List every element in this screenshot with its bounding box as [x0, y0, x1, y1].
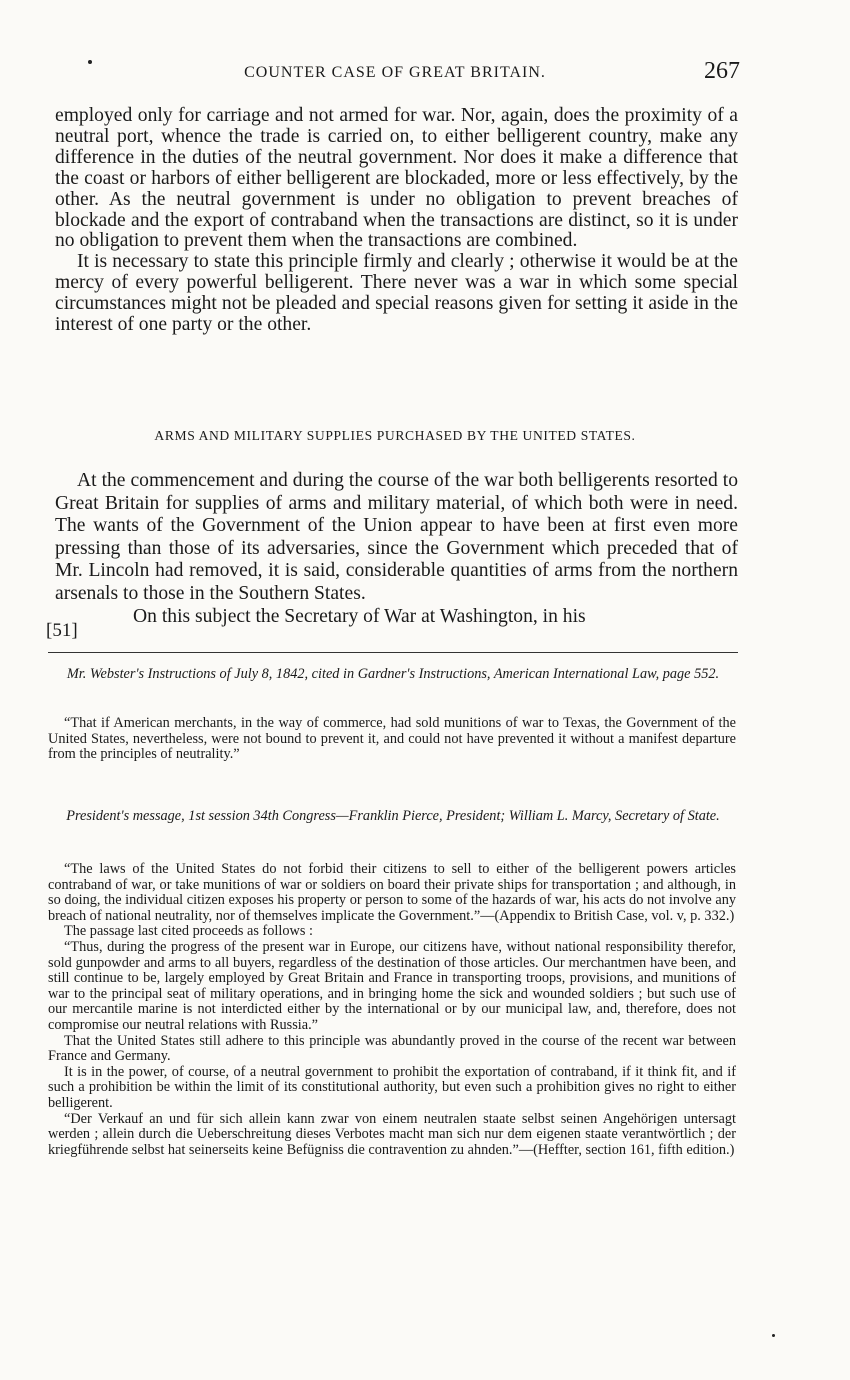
section-body: [55, 470, 738, 628]
note-paragraph: It is in the power, of course, of a neutral government to prohibit the exportation of contraband, if it think fit, and if such a prohibition be within the limit of its constitutional authority, but even such a prohibition gives no right to either belligerent.: [48, 1063, 736, 1111]
section-heading: ARMS AND MILITARY SUPPLIES PURCHASED BY THE UNITED STATES.: [154, 428, 636, 443]
note-heading-webster: Mr. Webster's Instructions of July 8, 1842, cited in Gardner's Instructions, American International Law, page 552.: [66, 666, 720, 682]
footnote-divider: [48, 652, 738, 653]
running-header: [50, 58, 740, 88]
note-paragraph: “Der Verkauf an und für sich allein kann zwar von einem neutralen staate selbst seinen Angehörigen untersagt werden ; allein durch die Ueberschreitung dieses Verbotes macht man sich nur dem eigenen staate verantwörtlich ; der kriegführende selbst hat seinerseits keine Befügniss die contravention zu ahnden.”—(Heffter, section 161, fifth edition.): [48, 1110, 736, 1158]
page-number: 267: [704, 58, 740, 84]
note-paragraph: “Thus, during the progress of the present war in Europe, our citizens have, without national responsibility therefor, sold gunpowder and arms to all buyers, regardless of the destination of those articles. Our merchantmen have been, and still continue to be, largely employed by Great Britain and France in transporting troops, provisions, and munitions of war to the principal seat of military operations, and in bringing home the sick and wounded soldiers ; but such use of our mercantile marine is not interdicted either by the international or by our municipal law, and, therefore, does not compromise our neutral relations with Russia.”: [48, 938, 736, 1033]
note-webster-quote: [48, 716, 736, 763]
note-paragraph: The passage last cited proceeds as follows :: [64, 923, 313, 940]
paragraph-arms-supplies: At the commencement and during the course of the war both belligerents resorted to Great Britain for supplies of arms and military material, of which both were in need. The wants of the Government of the Union appear to have been at first even more pressing than those of its adversaries, since the Government which preceded that of Mr. Lincoln had removed, it is said, considerable quantities of arms from the northern arsenals to those in the Southern States.: [55, 470, 738, 604]
running-title: COUNTER CASE OF GREAT BRITAIN.: [244, 64, 546, 81]
paragraph-secretary-of-war: On this subject the Secretary of War at Washington, in his: [133, 605, 586, 627]
paragraph-principle: It is necessary to state this principle firmly and clearly ; otherwise it would be at the mercy of every powerful belligerent. There never was a war in which some special circumstances might not be pleaded and special reasons given for setting it aside in the interest of one party or the other.: [55, 251, 738, 336]
note-paragraph: That the United States still adhere to this principle was abundantly proved in the course of the recent war between France and Germany.: [48, 1032, 736, 1065]
note-paragraph: “That if American merchants, in the way of commerce, had sold munitions of war to Texas, the Government of the United States, nevertheless, were not bound to prevent it, and could not have prevented it without a manifest departure from the principles of neutrality.”: [48, 715, 736, 763]
note-paragraph: “The laws of the United States do not forbid their citizens to sell to either of the belligerent powers articles contraband of war, or take munitions of war or soldiers on board their private ships for transportation ; and although, in so doing, the individual citizen exposes his property or person to some of the hazards of war, his acts do not involve any breach of national neutrality, nor of themselves implicate the Government.”—(Appendix to British Case, vol. v, p. 332.): [48, 861, 736, 924]
ink-speck: [772, 1334, 775, 1337]
paragraph-continuation: employed only for carriage and not armed for war. Nor, again, does the proximity of a neutral port, whence the trade is carried on, to either belligerent country, make any difference in the duties of the neutral government. Nor does it make a difference that the coast or harbors of either belligerent are blockaded, more or less effectively, by the other. As the neutral government is under no obligation to prevent breaches of blockade and the export of contraband when the transactions are distinct, so it is under no obligation to prevent them when the transactions are combined.: [55, 105, 738, 252]
continued-paragraph: [55, 106, 738, 336]
note-president-message: [48, 862, 736, 1158]
margin-page-marker: [51]: [46, 620, 78, 641]
note-heading-president: President's message, 1st session 34th Congress—Franklin Pierce, President; William L. Marcy, Secretary of State.: [66, 808, 720, 824]
